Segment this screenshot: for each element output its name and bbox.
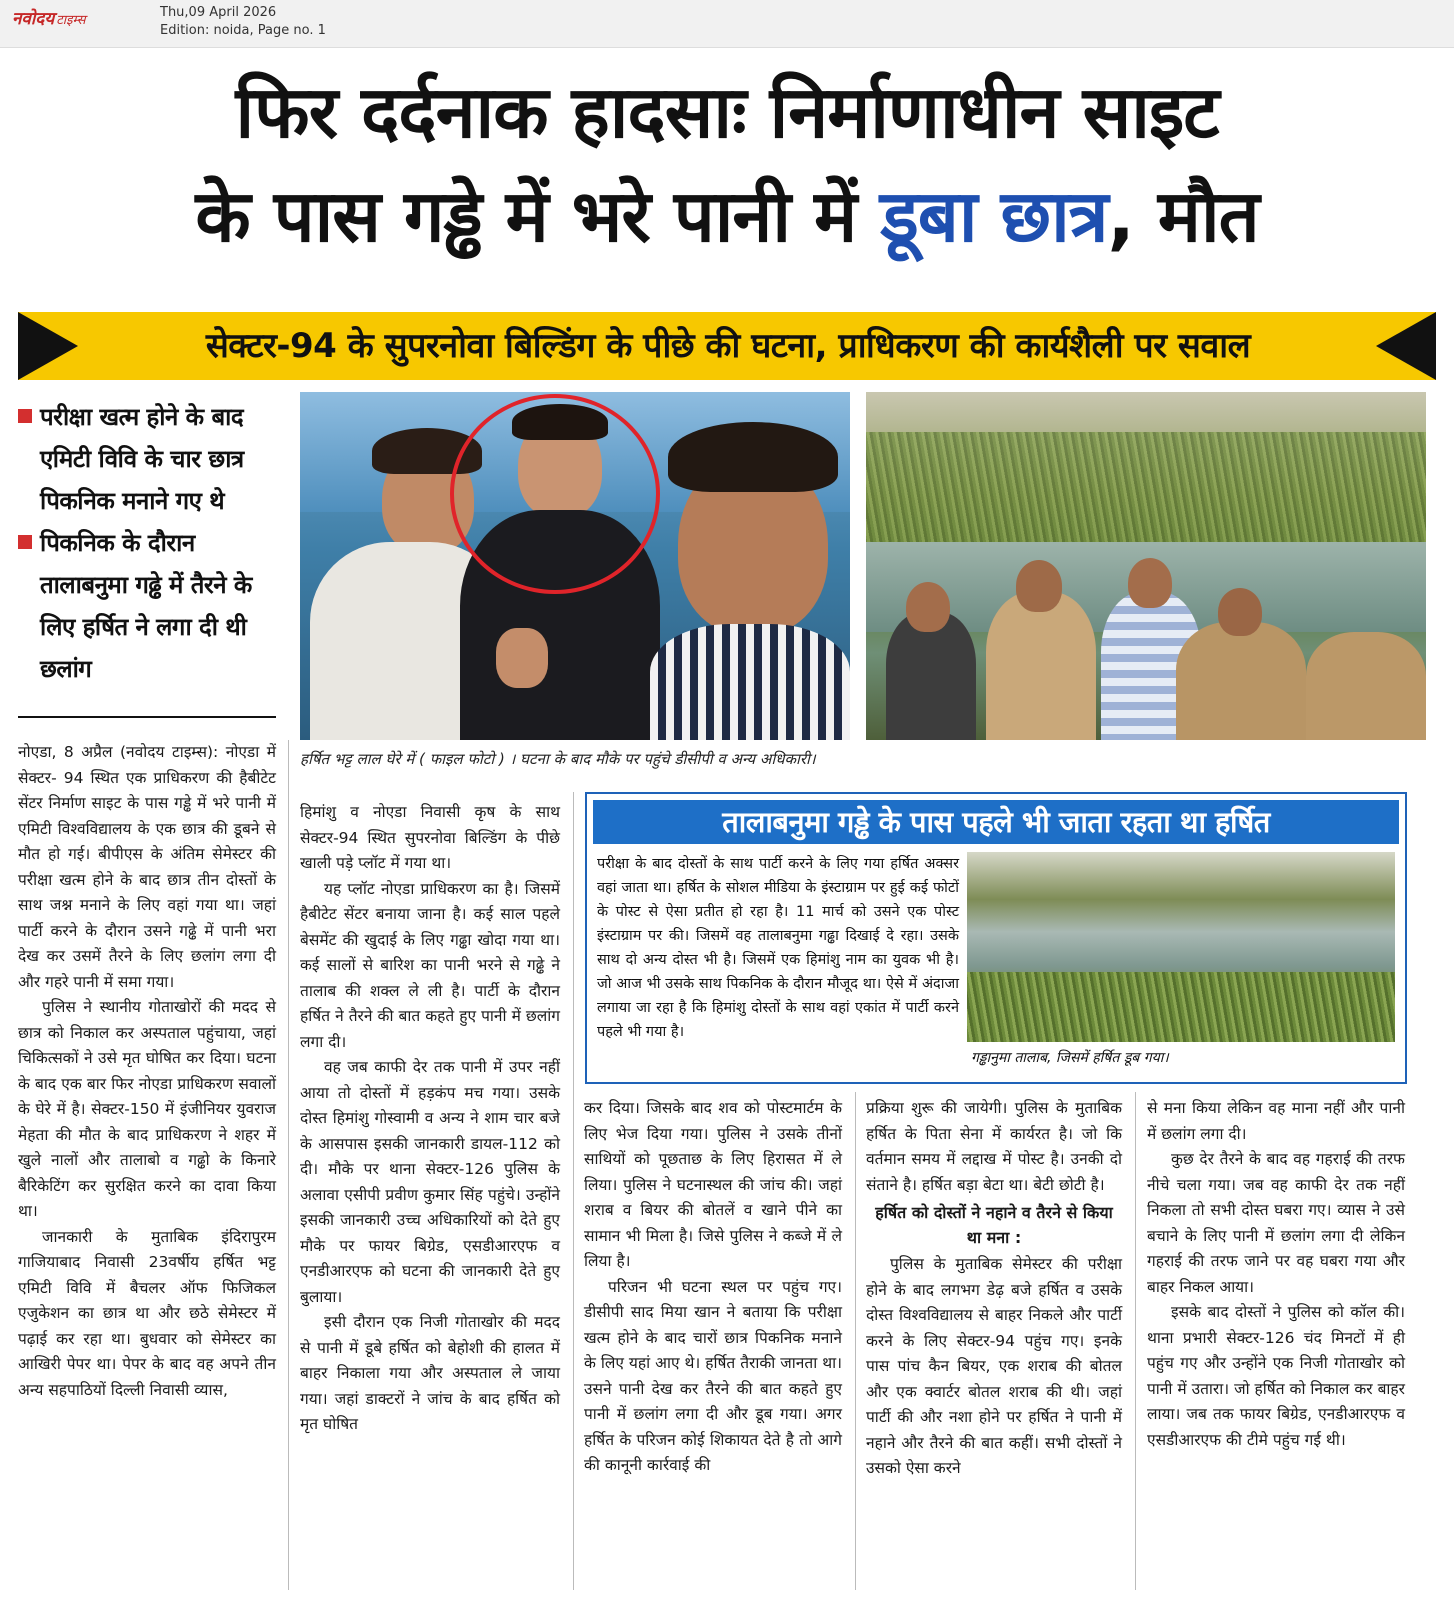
bullet-square-icon — [18, 535, 32, 549]
masthead-bar — [0, 0, 1454, 48]
newspaper-logo[interactable] — [12, 6, 86, 29]
article-paragraph: प्रक्रिया शुरू की जायेगी। पुलिस के मुताबिक हर्षित के पिता सेना में कार्यरत है। जो कि वर्तमान समय में लद्दाख में पोस्ट है। उनकी दो संताने है। हर्षित बड़ा बेटा था। बेटी छोटी है। — [866, 1099, 1122, 1194]
edition-info — [160, 4, 326, 40]
person-right-body — [650, 624, 850, 740]
inset-story-box — [585, 792, 1407, 1084]
person-police-2 — [1176, 622, 1306, 740]
photo-caption: हर्षित भट्ट लाल घेरे में ( फाइल फोटो ) । घटना के बाद मौके पर पहुंचे डीसीपी व अन्य अधिकारी। — [300, 750, 816, 768]
red-circle-highlight — [450, 394, 660, 594]
article-paragraph: परिजन भी घटना स्थल पर पहुंच गए। डीसीपी साद मिया खान ने बताया कि परीक्षा खत्म होने के बाद चारों छात्र पिकनिक मनाने के लिए यहां आए थे। हर्षित तैराकी जानता था। उसने पानी देख कर तैरने की बात कहते हुए पानी में छलांग लगा दी और डूब गया। अगर हर्षित के परिजन कोई शिकायत देते है तो आगे की कानूनी कार्रवाई की — [584, 1277, 842, 1474]
article-paragraph: कुछ देर तैरने के बाद वह गहराई की तरफ नीचे चला गया। जब वह काफी देर तक नहीं निकला तो सभी दोस्त घबरा गए। व्यास ने उसे बचाने के लिए पानी में छलांग लगा दी लेकिन गहराई की तरफ जाने पर वह घबरा गया और बाहर निकल आया। — [1147, 1150, 1405, 1296]
article-paragraph: नोएडा, 8 अप्रैल (नवोदय टाइम्स): नोएडा में सेक्टर- 94 स्थित एक प्राधिकरण की हैबीटेट सेंटर निर्माण साइट के पास गड्ढे में भरे पानी में एमिटी विश्वविद्यालय के एक छात्र की डूबने से मौत हो गई। बीपीएस के अंतिम सेमेस्टर की परीक्षा खत्म होने के बाद छात्र तीन दोस्तों के साथ जश्न मनाने के लिए वहां गया था। जहां पार्टी करने के दौरान उसने गढ्ढे में पानी भरा देख कर उसमें तैरने के लिए छलांग लगा दी और गहरे पानी में समा गया। — [18, 743, 276, 991]
column-divider — [573, 792, 574, 1590]
photo-grass — [866, 432, 1426, 552]
article-paragraph: हिमांशु व नोएडा निवासी कृष के साथ सेक्टर-94 स्थित सुपरनोवा बिल्डिंग के पीछे खाली पड़े प्लॉट में गया था। — [300, 803, 560, 872]
logo-main: नवोदय — [12, 9, 55, 29]
article-paragraph: वह जब काफी देर तक पानी में उपर नहीं आया तो दोस्तों में हड़कंप मच गया। उसके दोस्त हिमांशु गोस्वामी व अन्य ने शाम चार बजे के आसपास इसकी जानकारी डायल-112 को दी। मौके पर थाना सेक्टर-126 पुलिस के अलावा एसीपी प्रवीण कुमार सिंह पहुंचे। उन्होंने इसकी जानकारी उच्च अधिकारियों को देते हुए मौके पर फायर बिग्रेड, एसडीआरएफ व एनडीआरएफ को घटना की जानकारी देते हुए बुलाया। — [300, 1058, 560, 1306]
article-column-5 — [1147, 1096, 1405, 1453]
subheadline-text: सेक्टर-94 के सुपरनोवा बिल्डिंग के पीछे की घटना, प्राधिकरण की कार्यशैली पर सवाल — [205, 326, 1251, 366]
edition-label: Edition: noida, Page no. 1 — [160, 23, 326, 38]
thumbs-up-hand — [496, 628, 548, 688]
article-column-4 — [866, 1096, 1122, 1482]
article-paragraph: इसी दौरान एक निजी गोताखोर की मदद से पानी में डूबे हर्षित को बेहोशी की हालत में बाहर निकाला गया और अस्पताल ले जाया गया। जहां डाक्टरों ने जांच के बाद हर्षित को मृत घोषित — [300, 1313, 560, 1433]
person-police-2-head — [1218, 588, 1262, 636]
column-divider — [1135, 1092, 1136, 1590]
person-police-head — [1016, 560, 1062, 612]
bullets-divider — [18, 716, 276, 718]
person-officer-head — [906, 582, 950, 632]
bullet-item — [18, 522, 276, 690]
bullet-square-icon — [18, 409, 32, 423]
person-police-3 — [1306, 632, 1426, 740]
article-paragraph: कर दिया। जिसके बाद शव को पोस्टमार्टम के लिए भेज दिया गया। पुलिस ने उसके तीनों साथियों को पूछताछ के लिए हिरासत में ले लिया। पुलिस ने घटनास्थल की जांच की। जहां शराब व बियर की बोतलें व खाने पीने का सामान भी मिला है। जिसे पुलिस ने कब्जे में ले लिया है। — [584, 1099, 842, 1270]
article-paragraph: जानकारी के मुताबिक इंदिरापुरम गाजियाबाद निवासी 23वर्षीय हर्षित भट्ट एमिटी विवि में बैचलर ऑफ फिजिकल एजुकेशन का छात्र था और छठे सेमेस्टर में पढ़ाई कर रहा था। बुधवार को सेमेस्टर का आखिरी पेपर था। पेपर के बाद वह अपने तीन अन्य सहपाठियों दिल्ली निवासी व्यास, — [18, 1227, 276, 1399]
article-paragraph: इसके बाद दोस्तों ने पुलिस को कॉल की। थाना प्रभारी सेक्टर-126 चंद मिनटों में ही पहुंच गए और उन्होंने एक निजी गोताखोर को पानी में उतारा। जो हर्षित को निकाल कर बाहर लाया। जब तक फायर बिग्रेड, एनडीआरएफ व एसडीआरएफ की टीमे पहुंच गई थी। — [1147, 1303, 1405, 1449]
person-dcp-head — [1128, 558, 1172, 608]
bullet-text: पिकनिक के दौरान तालाबनुमा गढ्ढे में तैरने के लिए हर्षित ने लगा दी थी छलांग — [40, 529, 252, 683]
inset-photo-caption: गड्ढानुमा तालाब, जिसमें हर्षित डूब गया। — [971, 1050, 1169, 1066]
headline-line-2-start: के पास गड्ढे में भरे पानी में — [195, 174, 857, 258]
article-column-2 — [300, 800, 560, 1438]
headline-line-1: फिर दर्दनाक हादसाः निर्माणाधीन साइट — [235, 70, 1219, 154]
bullet-item — [18, 396, 276, 522]
article-paragraph: पुलिस ने स्थानीय गोताखोरों की मदद से छात्र को निकाल कर अस्पताल पहुंचाया, जहां चिकित्सकों ने उसे मृत घोषित कर दिया। घटना के बाद एक बार फिर नोएडा प्राधिकरण सवालों के घेरे में है। सेक्टर-150 में इंजीनियर युवराज मेहता की मौत के बाद प्राधिकरण ने शहर में खुले नालों और तालाबो व गढ्ढो के किनारे बैरिकेटिंग कर सुरक्षित करने का दावा किया था। — [18, 998, 276, 1220]
photo-students[interactable] — [300, 392, 850, 740]
logo-sub: टाइम्स — [56, 13, 86, 28]
subheadline-banner — [18, 312, 1436, 380]
inset-photo-grass — [967, 972, 1395, 1042]
main-headline — [10, 60, 1444, 268]
article-paragraph: से मना किया लेकिन वह माना नहीं और पानी में छलांग लगा दी। — [1147, 1099, 1405, 1143]
headline-line-2-end: , मौत — [1107, 174, 1259, 258]
column-divider — [855, 1092, 856, 1590]
article-column-3 — [584, 1096, 842, 1479]
article-paragraph: यह प्लॉट नोएडा प्राधिकरण का है। जिसमें हैबीटेट सेंटर बनाया जाना है। कई साल पहले बेसमेंट की खुदाई के लिए गढ्ढा खोदा गया था। कई सालों से बारिश का पानी भरने से गढ्ढे ने तालाब की शक्ल ले ली है। पार्टी के दौरान हर्षित ने तैरने की बात कहते हुए पानी में छलांग लगा दी। — [300, 879, 560, 1051]
photo-incident-site[interactable] — [866, 392, 1426, 740]
inset-text: परीक्षा के बाद दोस्तों के साथ पार्टी करने के लिए गया हर्षित अक्सर वहां जाता था। हर्षित के सोशल मीडिया के इंस्टाग्राम पर हुई कई फोटों के पोस्ट से ऐसा प्रतीत हो रहा है। 11 मार्च को उसने एक पोस्ट इंस्टाग्राम पर की। जिसमें वह तालाबनुमा गढ्ढा दिखाई दे रहा। उसके साथ दो अन्य दोस्त भी है। जिसमें एक हिमांशु नाम का युवक भी है। जो आज भी उसके साथ पिकनिक के दौरान मौजूद था। ऐसे में अंदाजा लगाया जा रहा है कि हिमांशु दोस्तों के साथ वहां एकांत में पार्टी करने पहले भी गया है। — [597, 856, 959, 1040]
person-right-hair — [668, 422, 838, 492]
issue-date: Thu,09 April 2026 — [160, 5, 277, 20]
headline-line-2 — [10, 164, 1444, 268]
article-paragraph: पुलिस के मुताबिक सेमेस्टर की परीक्षा होने के बाद लगभग डेढ़ बजे हर्षित व उसके दोस्त विश्वविद्यालय से बाहर निकले और पार्टी करने के लिए सेक्टर-94 पहुंच गए। इनके पास पांच कैन बियर, एक शराब की बोतल और एक क्वार्टर बोतल शराब की थी। जहां पार्टी की और नशा होने पर हर्षित ने पानी में नहाने और तैरने की बात कहीं। सभी दोस्तों ने उसको ऐसा करने — [866, 1255, 1122, 1477]
highlight-bullets — [18, 396, 276, 690]
article-column-1 — [18, 740, 276, 1403]
inset-photo-pond[interactable] — [967, 852, 1395, 1042]
person-police — [986, 592, 1096, 740]
bullet-text: परीक्षा खत्म होने के बाद एमिटी विवि के चार छात्र पिकनिक मनाने गए थे — [40, 403, 244, 515]
headline-highlight: डूबा छात्र — [880, 174, 1108, 258]
column-divider — [288, 740, 289, 1590]
article-subheading: हर्षित को दोस्तों ने नहाने व तैरने से किया था मना : — [875, 1203, 1113, 1247]
inset-title: तालाबनुमा गड्ढे के पास पहले भी जाता रहता था हर्षित — [593, 800, 1399, 844]
